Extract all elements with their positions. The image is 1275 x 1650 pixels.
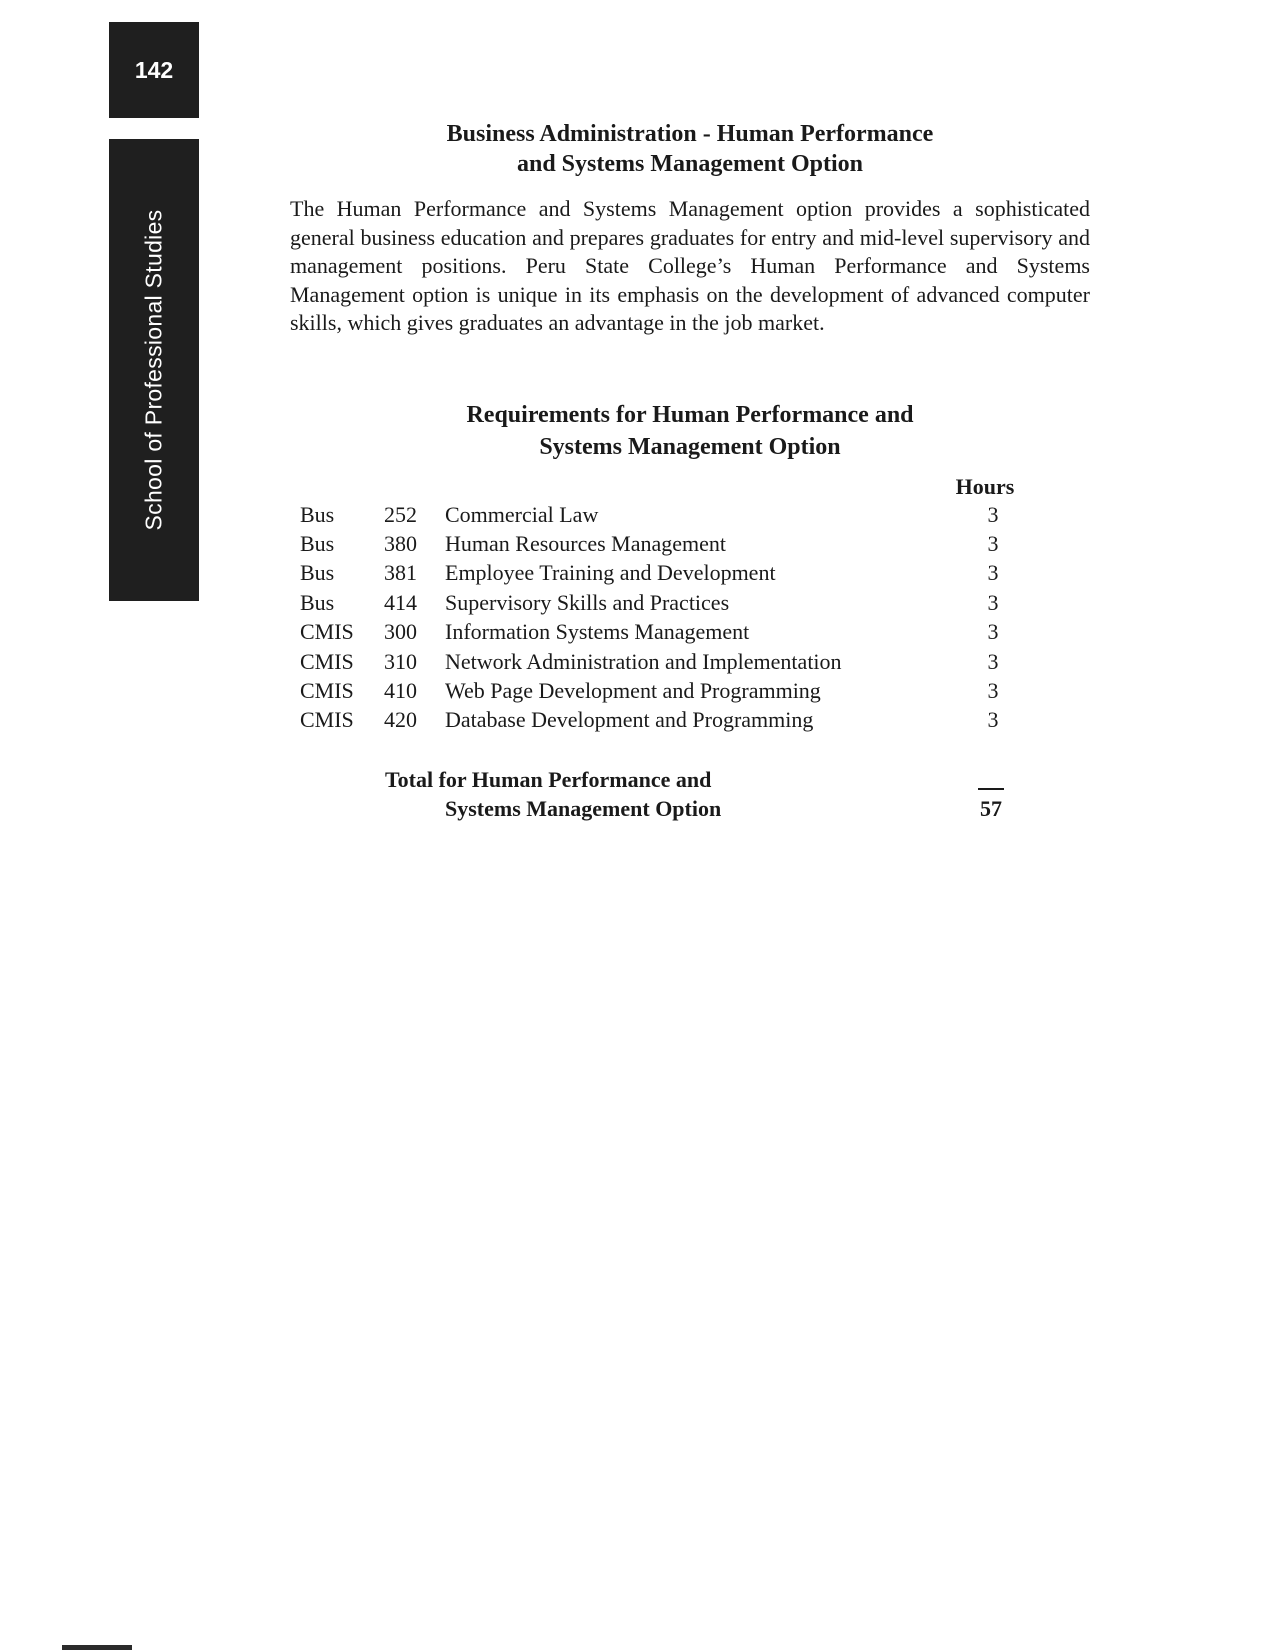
course-number: 310 [384,648,417,674]
total-rule [978,788,1004,790]
course-hours: 3 [987,531,999,557]
course-number: 300 [384,619,417,645]
course-hours: 3 [987,707,999,733]
course-dept: CMIS [300,648,354,674]
requirements-title-line-2: Systems Management Option [539,434,841,460]
course-number: 252 [384,501,417,527]
course-table [300,500,1021,735]
section-tab [109,139,199,601]
total-label-line-2: Systems Management Option [445,796,722,821]
course-hours: 3 [987,678,999,704]
course-name: Human Resources Management [445,531,727,557]
page-number: 142 [134,56,174,83]
page-title-line-2: and Systems Management Option [516,151,864,177]
course-name: Employee Training and Development [445,560,776,586]
total-hours: 57 [980,796,1002,821]
course-dept: Bus [300,531,335,557]
course-number: 420 [384,707,417,733]
course-number: 381 [384,560,417,586]
course-number: 410 [384,678,417,704]
table-row [300,647,1021,676]
course-dept: CMIS [300,678,354,704]
course-hours: 3 [987,560,999,586]
course-name: Commercial Law [445,501,599,527]
course-name: Database Development and Programming [445,707,814,733]
table-row [300,618,1021,647]
table-row [300,559,1021,588]
course-number: 414 [384,589,417,615]
course-hours: 3 [987,619,999,645]
table-row [300,676,1021,705]
course-name: Information Systems Management [445,619,750,645]
total-label-line-1: Total for Human Performance and [385,767,712,792]
table-row [300,588,1021,617]
requirements-title [290,399,1090,463]
course-hours: 3 [987,501,999,527]
course-dept: Bus [300,560,335,586]
table-row [300,500,1021,529]
page-title [290,119,1090,179]
course-dept: CMIS [300,707,354,733]
course-number: 380 [384,531,417,557]
table-row [300,706,1021,735]
course-name: Web Page Development and Programming [445,678,821,704]
course-dept: Bus [300,589,335,615]
course-hours: 3 [987,648,999,674]
course-name: Supervisory Skills and Practices [445,589,730,615]
bottom-edge-mark [62,1645,132,1650]
hours-column-header: Hours [955,474,1015,499]
course-name: Network Administration and Implementation [445,648,842,674]
course-dept: Bus [300,501,335,527]
table-row [300,529,1021,558]
course-dept: CMIS [300,619,354,645]
total-label [385,765,721,823]
page-title-line-1: Business Administration - Human Performance [446,121,934,147]
course-hours: 3 [987,589,999,615]
page-number-tab [109,22,199,118]
intro-paragraph: The Human Performance and Systems Management option provides a sophisticated general business education and prepares graduates for entry and mid-level supervisory and management positions. Peru State College’s Human Performance and Systems Management option is unique in its emphasis on the development of advanced computer skills, which gives graduates an advantage in the job market. [290,196,1090,335]
requirements-title-line-1: Requirements for Human Performance and [466,402,914,428]
section-tab-label: School of Professional Studies [140,209,167,531]
